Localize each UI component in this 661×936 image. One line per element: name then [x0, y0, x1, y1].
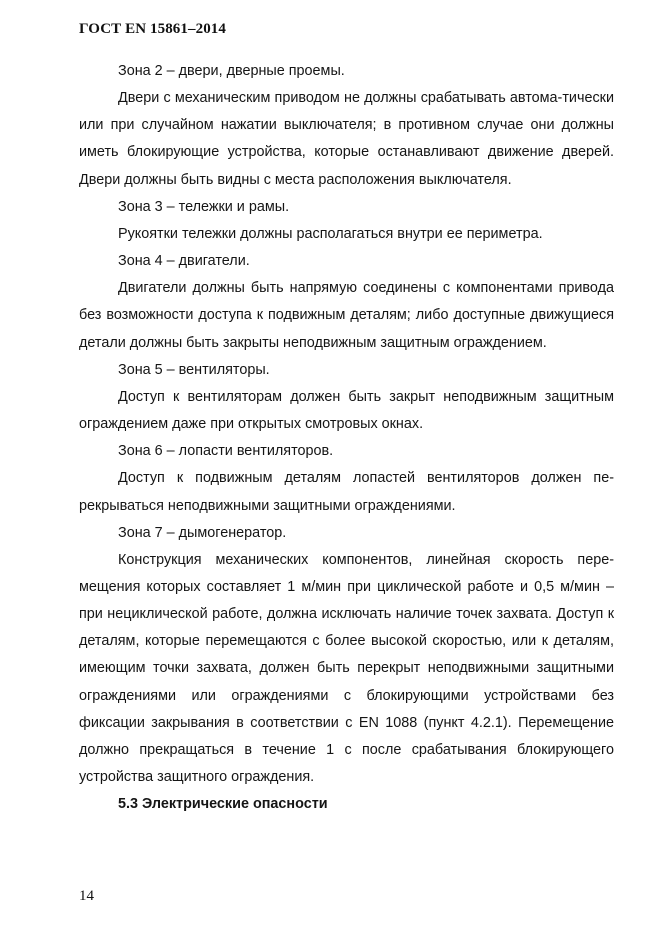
document-header: ГОСТ EN 15861–2014 — [79, 21, 226, 37]
paragraph-zone-2: Зона 2 – двери, дверные проемы. — [118, 63, 345, 79]
paragraph-trolley-handles: Рукоятки тележки должны располагаться внутри ее периметра. — [118, 225, 543, 242]
paragraph-motors: Двигатели должны быть напрямую соединены с компонентами привода без возможности доступа к подвижным деталям; либо доступные движущиеся детали должны быть закрыты неподвижным защитным ограждением. — [79, 280, 614, 351]
page-number: 14 — [79, 888, 94, 904]
paragraph-zone-6: Зона 6 – лопасти вентиляторов. — [118, 443, 334, 460]
paragraph-smoke-generator: Конструкция механических компонентов, линейная скорость перемещения которых составляет 1 м/мин при циклической работе и 0,5 м/мин – при нециклической работе, должна исключать наличие точек захвата. Доступ к деталям, которые перемещаются с более высокой скоростью, или к деталям, имеющим точки захвата, должен быть перекрыт неподвижными защитными ограждениями или ограждениями с блокирующими устройствами без фиксации закрывания в соответствии с EN 1088 (пункт 4.2.1). Перемещение должно прекращаться в течение 1 с после срабатывания блокирующего устройства защитного ограждения. — [79, 551, 614, 786]
paragraph-zone-3: Зона 3 – тележки и рамы. — [118, 198, 290, 215]
section-heading: 5.3 Электрические опасности — [118, 796, 328, 813]
document-body — [79, 58, 614, 818]
paragraph-zone-5: Зона 5 – вентиляторы. — [118, 361, 270, 378]
paragraph-fan-blades: Доступ к подвижным деталям лопастей вентиляторов должен перекрываться неподвижными защитными ограждениями. — [79, 470, 614, 514]
paragraph-fans: Доступ к вентиляторам должен быть закрыт неподвижным защитным ограждением даже при открытых смотровых окнах. — [79, 388, 614, 433]
paragraph-doors: Двери с механическим приводом не должны срабатывать автома-тически или при случайном нажатии выключателя; в противном случае они должны иметь блокирующие устройства, которые останавливают движение дверей. Двери должны быть видны с места расположения выключателя. — [79, 90, 614, 188]
paragraph-zone-4: Зона 4 – двигатели. — [118, 253, 250, 270]
paragraph-zone-7: Зона 7 – дымогенератор. — [118, 524, 287, 541]
